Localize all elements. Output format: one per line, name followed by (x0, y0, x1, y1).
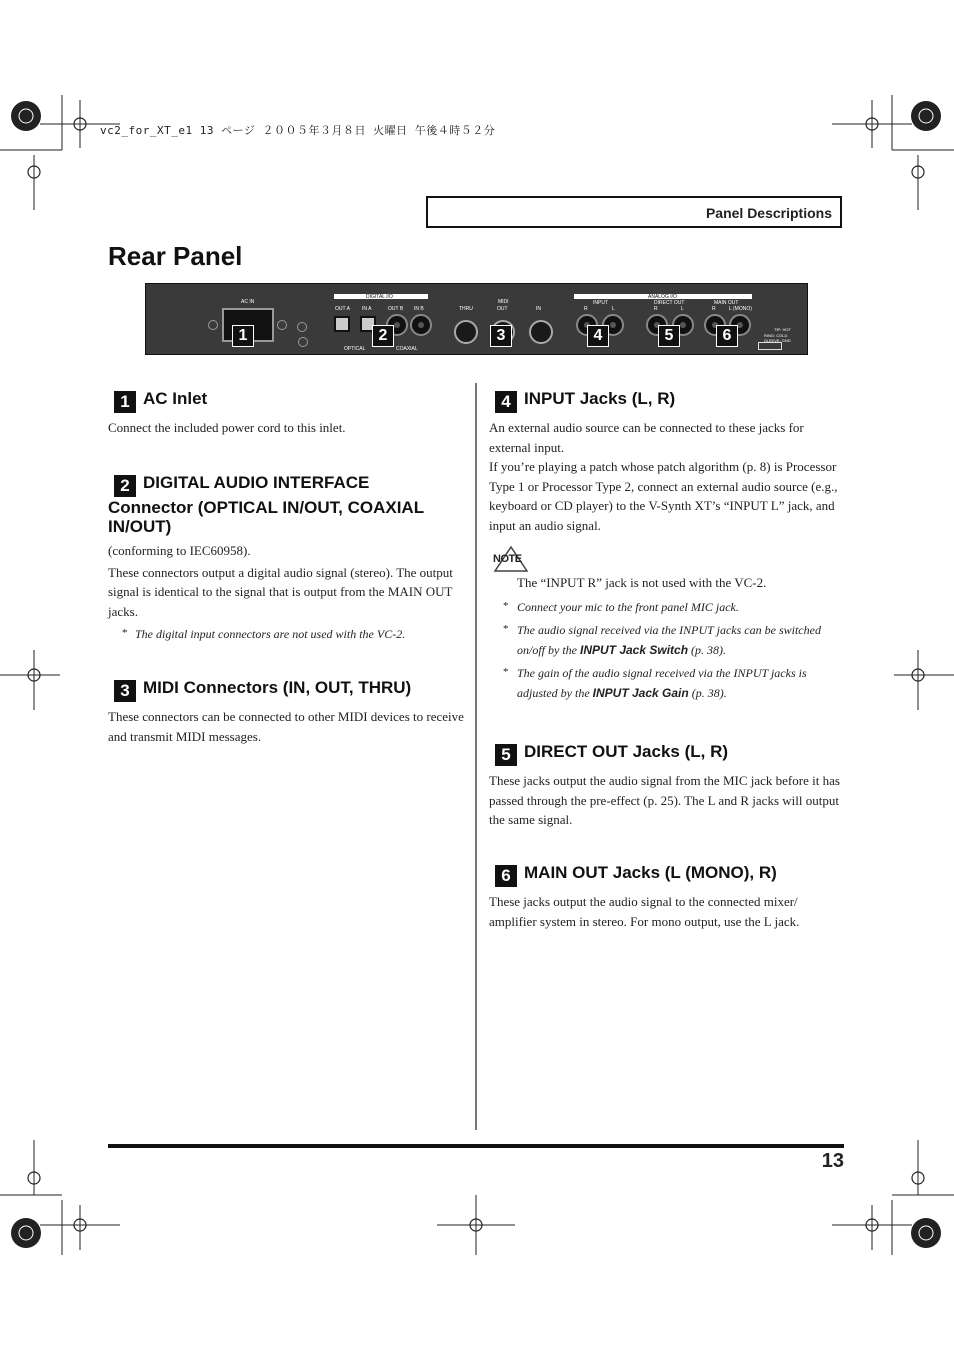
section-input (489, 389, 845, 703)
in-a-label: IN A (362, 306, 372, 312)
optical-out-port (334, 316, 350, 332)
digital-note-text: The digital input connectors are not used with the VC-2. (135, 627, 406, 641)
callout-3: 3 (490, 325, 512, 347)
midi-thru-port (454, 320, 478, 344)
input-heading (495, 389, 845, 413)
ac-heading (114, 389, 464, 413)
callout-4: 4 (587, 325, 609, 347)
main-out-label: MAIN OUT (714, 300, 739, 306)
midi-heading (114, 678, 464, 702)
ac-heading-text: AC Inlet (143, 389, 208, 408)
page-number: 13 (821, 1150, 844, 1172)
section-header-box (426, 196, 842, 228)
input-jack-gain-ref: INPUT Jack Gain (592, 685, 689, 700)
rear-panel-image (145, 283, 808, 355)
input-heading-text: INPUT Jacks (L, R) (524, 389, 676, 408)
thru-label: THRU (459, 306, 473, 312)
input-l-label: L (612, 306, 615, 312)
input-bullet2: * The audio signal received via the INPUT jacks can be switched on/off by the INPUT Jack Switch (p. 38). (503, 623, 821, 657)
callout-1: 1 (232, 325, 254, 347)
direct-heading (495, 742, 845, 766)
cable-note-ring: RING: COLD (764, 333, 788, 338)
ac-body: Connect the included power cord to this inlet. (108, 420, 346, 435)
callout-2: 2 (372, 325, 394, 347)
section-title: Panel Descriptions (705, 205, 832, 221)
input-bullet1-text: Connect your mic to the front panel MIC jack. (517, 599, 739, 614)
digital-io-label: DIGITAL I/O (366, 294, 393, 300)
input-label: INPUT (593, 300, 608, 306)
input-body1: An external audio source can be connected to these jacks for external input. (489, 420, 804, 455)
cable-note-tip: TIP: HOT (774, 327, 791, 332)
callout-5: 5 (658, 325, 680, 347)
badge-2: 2 (114, 475, 136, 497)
screw-icon (298, 337, 308, 347)
column-divider (475, 383, 477, 1130)
direct-out-label: DIRECT OUT (654, 300, 685, 306)
section-main-out (489, 863, 845, 931)
ac-in-label: AC IN (241, 299, 255, 305)
main-l-mono-label: L (MONO) (729, 306, 752, 312)
digital-body2: These connectors output a digital audio signal (stereo). The output signal is identical to the signal that is output from the MAIN OUT jacks. (108, 564, 453, 619)
out-label: OUT (497, 306, 508, 312)
input-body2: If you’re playing a patch whose patch algorithm (p. 8) is Processor Type 1 or Processor Type 2, connect an external audio source (e.g., keyboard or CD player) to the V-Synth XT’s “INPUT L” jack, and input an audio signal. (489, 459, 838, 533)
page-title: Rear Panel (108, 241, 243, 271)
callout-6: 6 (716, 325, 738, 347)
main-r-label: R (712, 306, 716, 312)
digital-body1: (conforming to IEC60958). (108, 543, 251, 558)
section-direct-out (489, 742, 845, 830)
digital-heading-line2: Connector (OPTICAL IN/OUT, COAXIAL (108, 498, 425, 517)
plug-icon (758, 342, 782, 350)
direct-heading-text: DIRECT OUT Jacks (L, R) (524, 742, 729, 761)
digital-note: * The digital input connectors are not used with the VC-2. (122, 627, 406, 641)
input-bullet2-pre: The audio signal received via the INPUT jacks can be switched on/off by the (517, 623, 821, 657)
direct-r-label: R (654, 306, 658, 312)
input-r-label: R (584, 306, 588, 312)
coaxial-label: COAXIAL (396, 346, 418, 352)
main-body: These jacks output the audio signal to the connected mixer/ amplifier system in stereo. For mono output, use the L jack. (489, 894, 800, 929)
input-bullet3: * The gain of the audio signal received via the INPUT jacks is adjusted by the INPUT Jack Gain (p. 38). (503, 666, 807, 700)
direct-body: These jacks output the audio signal from the MIC jack before it has passed through the pre-effect (p. 25). The L and R jacks will output the same signal. (489, 773, 840, 827)
section-midi (108, 678, 464, 746)
input-jack-switch-ref: INPUT Jack Switch (580, 642, 689, 657)
input-bullet3-post: (p. 38). (688, 685, 727, 700)
badge-6: 6 (495, 865, 517, 887)
analog-io-label: ANALOG I/O (648, 294, 677, 300)
midi-label: MIDI (498, 299, 509, 305)
in-b-label: IN B (414, 306, 424, 312)
badge-1: 1 (114, 391, 136, 413)
ground-icon (297, 322, 307, 332)
optical-label: OPTICAL (344, 346, 366, 352)
note-text: The “INPUT R” jack is not used with the VC-2. (517, 575, 767, 590)
main-heading-text: MAIN OUT Jacks (L (MONO), R) (524, 863, 777, 882)
midi-in-port (529, 320, 553, 344)
input-bullet2-post: (p. 38). (688, 642, 727, 657)
input-bullet1: * Connect your mic to the front panel MIC jack. (503, 599, 739, 614)
cable-note-sleeve: SLEEVE: GND (764, 338, 791, 343)
main-heading (495, 863, 845, 887)
digital-heading-line3: IN/OUT) (108, 517, 172, 536)
badge-3: 3 (114, 680, 136, 702)
note-label: NOTE (493, 553, 522, 565)
section-digital (108, 473, 464, 645)
screw-icon (277, 320, 287, 330)
badge-5: 5 (495, 744, 517, 766)
footer-rule (108, 1144, 844, 1148)
out-b-label: OUT B (388, 306, 404, 312)
midi-body: These connectors can be connected to other MIDI devices to receive and transmit MIDI messages. (108, 709, 464, 744)
out-a-label: OUT A (335, 306, 350, 312)
screw-icon (208, 320, 218, 330)
digital-heading-line1: DIGITAL AUDIO INTERFACE (143, 473, 370, 492)
print-header: vc2_for_XT_e1 13 ページ ２００５年３月８日 火曜日 午後４時５２分 (100, 124, 496, 137)
badge-4: 4 (495, 391, 517, 413)
section-ac-inlet (108, 389, 464, 438)
midi-heading-text: MIDI Connectors (IN, OUT, THRU) (143, 678, 412, 697)
digital-heading (114, 473, 464, 497)
direct-l-label: L (681, 306, 684, 312)
note-box (489, 545, 845, 575)
in-label: IN (536, 306, 541, 312)
coaxial-in-jack (410, 314, 432, 336)
input-bullet3-pre: The gain of the audio signal received via the INPUT jacks is adjusted by the (517, 666, 807, 700)
